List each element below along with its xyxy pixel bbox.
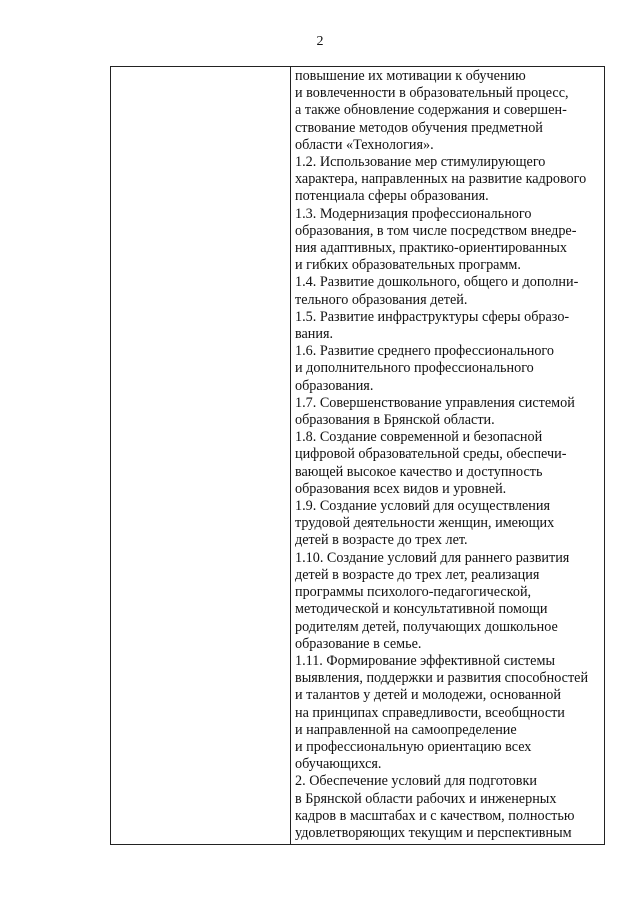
text-line: 1.10. Создание условий для раннего развития bbox=[295, 549, 570, 566]
text-line: 1.7. Совершенствование управления системой bbox=[295, 394, 575, 411]
text-line: родителям детей, получающих дошкольное bbox=[295, 618, 558, 635]
text-line: потенциала сферы образования. bbox=[295, 188, 489, 205]
document-table bbox=[110, 66, 605, 845]
text-line: 1.3. Модернизация профессионального bbox=[295, 205, 532, 222]
text-line: и талантов у детей и молодежи, основанной bbox=[295, 687, 561, 704]
text-line: а также обновление содержания и совершен- bbox=[295, 102, 567, 119]
table-right-cell bbox=[291, 67, 604, 844]
text-line: ния адаптивных, практико-ориентированных bbox=[295, 240, 568, 257]
text-line: вающей высокое качество и доступность bbox=[295, 463, 543, 480]
text-line: в Брянской области рабочих и инженерных bbox=[295, 790, 557, 807]
text-line: тельного образования детей. bbox=[295, 291, 468, 308]
text-line: характера, направленных на развитие кадрового bbox=[295, 171, 587, 188]
text-line: образования в Брянской области. bbox=[295, 412, 495, 429]
text-line: 1.4. Развитие дошкольного, общего и дополни- bbox=[295, 274, 579, 291]
text-line: области «Технология». bbox=[295, 136, 434, 153]
text-line: программы психолого-педагогической, bbox=[295, 584, 532, 601]
text-line: образования всех видов и уровней. bbox=[295, 480, 507, 497]
text-line: 1.5. Развитие инфраструктуры сферы образо- bbox=[295, 308, 570, 325]
text-line: обучающихся. bbox=[295, 756, 382, 773]
text-line: и профессиональную ориентацию всех bbox=[295, 738, 532, 755]
text-line: образования. bbox=[295, 377, 374, 394]
text-line: 1.2. Использование мер стимулирующего bbox=[295, 154, 546, 171]
text-line: и вовлеченности в образовательный процесс, bbox=[295, 85, 569, 102]
text-line: кадров в масштабах и с качеством, полностью bbox=[295, 807, 575, 824]
text-line: и гибких образовательных программ. bbox=[295, 257, 521, 274]
page-number: 2 bbox=[316, 34, 324, 49]
text-line: детей в возрасте до трех лет. bbox=[295, 532, 468, 549]
text-line: 1.6. Развитие среднего профессионального bbox=[295, 343, 554, 360]
text-line: вания. bbox=[295, 326, 334, 343]
text-line: детей в возрасте до трех лет, реализация bbox=[295, 566, 540, 583]
text-line: образования, в том числе посредством внедре- bbox=[295, 222, 577, 239]
text-line: 1.11. Формирование эффективной системы bbox=[295, 652, 555, 669]
text-line: ствование методов обучения предметной bbox=[295, 119, 543, 136]
text-line: 1.9. Создание условий для осуществления bbox=[295, 498, 550, 515]
table-left-cell bbox=[111, 67, 291, 844]
text-line: методической и консультативной помощи bbox=[295, 601, 548, 618]
text-line: на принципах справедливости, всеобщности bbox=[295, 704, 565, 721]
text-line: и дополнительного профессионального bbox=[295, 360, 534, 377]
text-line: выявления, поддержки и развития способностей bbox=[295, 670, 589, 687]
text-line: удовлетворяющих текущим и перспективным bbox=[295, 824, 572, 841]
text-line: повышение их мотивации к обучению bbox=[295, 68, 526, 84]
text-line: образование в семье. bbox=[295, 635, 422, 652]
text-line: трудовой деятельности женщин, имеющих bbox=[295, 515, 555, 532]
text-line: и направленной на самоопределение bbox=[295, 721, 517, 738]
text-line: цифровой образовательной среды, обеспечи- bbox=[295, 446, 567, 463]
text-line: 1.8. Создание современной и безопасной bbox=[295, 429, 543, 446]
text-line: 2. Обеспечение условий для подготовки bbox=[295, 773, 537, 790]
